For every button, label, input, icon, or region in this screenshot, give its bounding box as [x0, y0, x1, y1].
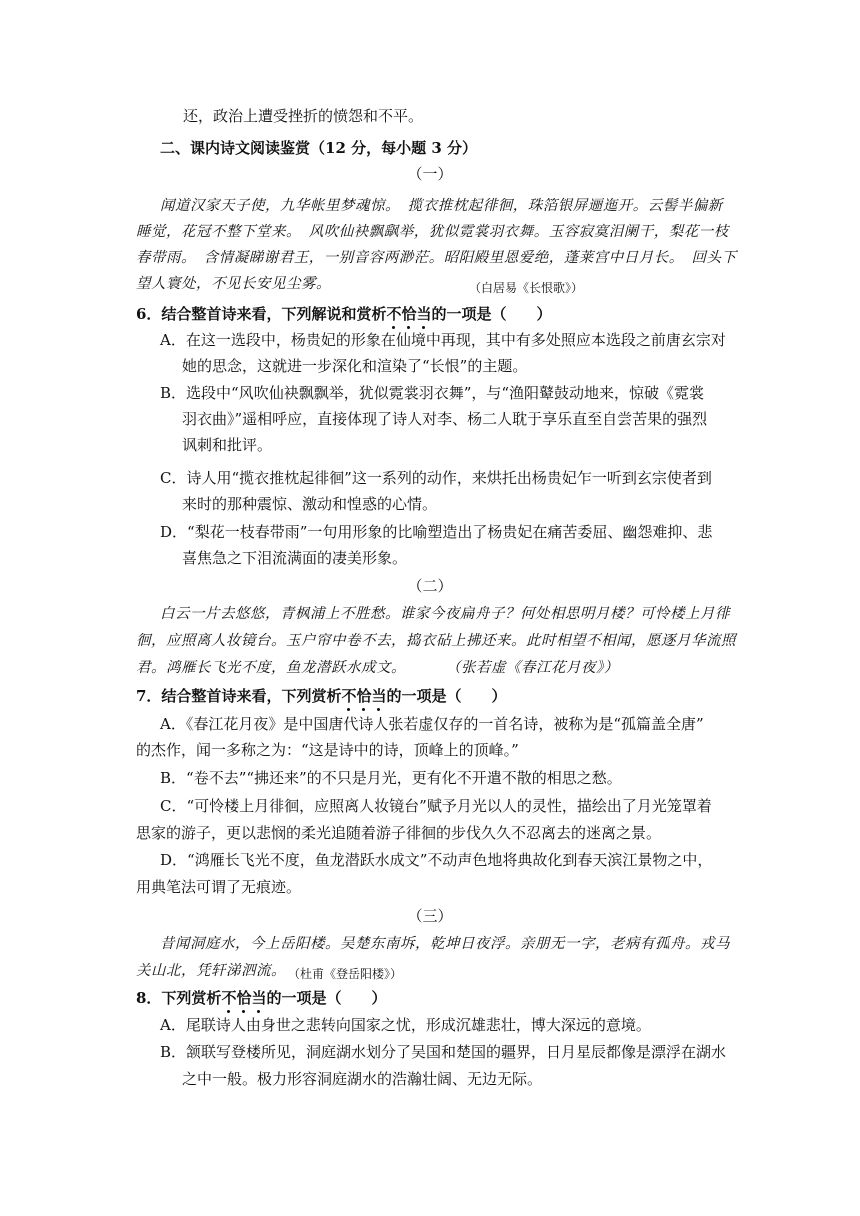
- previous-answer-tail: 还，政治上遭受挫折的愤怨和不平。: [183, 107, 424, 125]
- question-6-option-b: 羽衣曲》”遥相呼应，直接体现了诗人对李、杨二人耽于享乐直至自尝苦果的强烈: [182, 410, 708, 428]
- question-7-option-a: A．《春江花月夜》是中国唐代诗人张若虚仅存的一首名诗，被称为是“孤篇盖全唐”: [160, 715, 704, 733]
- question-7-option-c: 思家的游子，更以悲悯的柔光追随着游子徘徊的步伐久久不忍离去的迷离之景。: [136, 824, 662, 842]
- question-6-option-b: 讽刺和批评。: [182, 436, 273, 454]
- question-6-option-b: B．选段中“风吹仙袂飘飘举，犹似霓裳羽衣舞”，与“渔阳鼙鼓动地来，惊破《霓裳: [160, 384, 705, 402]
- question-6-option-a: 她的思念，这就进一步深化和渲染了“长恨”的主题。: [182, 357, 528, 375]
- poem-line: 睡觉，花冠不整下堂来。 风吹仙袂飘飖举，犹似霓裳羽衣舞。玉容寂寞泪阑干，梨花一枝: [136, 224, 729, 240]
- question-6-option-d: D．“梨花一枝春带雨”一句用形象的比喻塑造出了杨贵妃在痛苦委屈、幽怨难抑、悲: [160, 523, 713, 541]
- poem-line: 望人寰处，不见长安见尘雾。: [136, 276, 331, 292]
- poem-source: （杜甫《登岳阳楼》）: [288, 967, 403, 981]
- question-6-stem: 6．结合整首诗来看，下列解说和赏析不恰当的一项是（ ）: [136, 305, 552, 323]
- poem-line: 关山北，凭轩涕泗流。: [136, 963, 286, 979]
- poem-source: （白居易《长恨歌》）: [469, 281, 584, 295]
- poem-line: 白云一片去悠悠，青枫浦上不胜愁。谁家今夜扁舟子？何处相思明月楼？可怜楼上月徘: [160, 606, 730, 622]
- question-8-stem: 8．下列赏析不恰当的一项是（ ）: [136, 989, 387, 1007]
- question-6-option-a: A．在这一选段中，杨贵妃的形象在仙境中再现，其中有多处照应本选段之前唐玄宗对: [160, 331, 726, 349]
- question-7-option-d: 用典笔法可谓了无痕迹。: [136, 878, 302, 896]
- poem-line: 君。鸿雁长飞光不度，鱼龙潜跃水成文。: [136, 660, 406, 676]
- question-6-option-d: 喜焦急之下泪流满面的凄美形象。: [182, 549, 408, 567]
- question-7-option-d: D．“鸿雁长飞光不度，鱼龙潜跃水成文”不动声色地将典故化到春天滨江景物之中，: [160, 851, 713, 869]
- poem-line: 闻道汉家天子使，九华帐里梦魂惊。 揽衣推枕起徘徊，珠箔银屏逦迤开。云髻半偏新: [160, 198, 723, 214]
- question-8-option-a: A．尾联诗人由身世之悲转向国家之忧，形成沉雄悲壮，博大深远的意境。: [160, 1016, 651, 1034]
- question-7-option-b: B．“卷不去”“拂还来”的不只是月光，更有化不开遣不散的相思之愁。: [160, 769, 622, 787]
- poem-label-2: （二）: [407, 577, 453, 595]
- question-7-option-c: C．“可怜楼上月徘徊，应照离人妆镜台”赋予月光以人的灵性，描绘出了月光笼罩着: [160, 797, 712, 815]
- poem-line: 徊，应照离人妆镜台。玉户帘中卷不去，捣衣砧上拂还来。此时相望不相闻，愿逐月华流照: [136, 633, 736, 649]
- section-heading: 二、课内诗文阅读鉴赏（12 分，每小题 3 分）: [160, 139, 477, 157]
- poem-label-3: （三）: [407, 907, 453, 925]
- poem-source: （张若虚《春江花月夜》）: [446, 660, 619, 676]
- poem-line: 春带雨。 含情凝睇谢君王，一别音容两渺茫。昭阳殿里恩爱绝，蓬莱宫中日月长。 回头下: [136, 250, 737, 266]
- poem-line: 昔闻洞庭水，今上岳阳楼。吴楚东南坼，乾坤日夜浮。亲朋无一字，老病有孤舟。戎马: [160, 936, 730, 952]
- question-6-option-c: 来时的那种震惊、激动和惶惑的心情。: [182, 495, 438, 513]
- question-8-option-b: 之中一般。极力形容洞庭湖水的浩瀚壮阔、无边无际。: [182, 1070, 543, 1088]
- poem-label-1: （一）: [407, 165, 453, 183]
- question-8-option-b: B．颔联写登楼所见，洞庭湖水划分了吴国和楚国的疆界，日月星辰都像是漂浮在湖水: [160, 1043, 727, 1061]
- question-6-option-c: C．诗人用“揽衣推枕起徘徊”这一系列的动作，来烘托出杨贵妃乍一听到玄宗使者到: [160, 469, 712, 487]
- question-7-option-a: 的杰作，闻一多称之为：“这是诗中的诗，顶峰上的顶峰。”: [136, 741, 519, 759]
- question-7-stem: 7．结合整首诗来看，下列赏析不恰当的一项是（ ）: [136, 687, 507, 705]
